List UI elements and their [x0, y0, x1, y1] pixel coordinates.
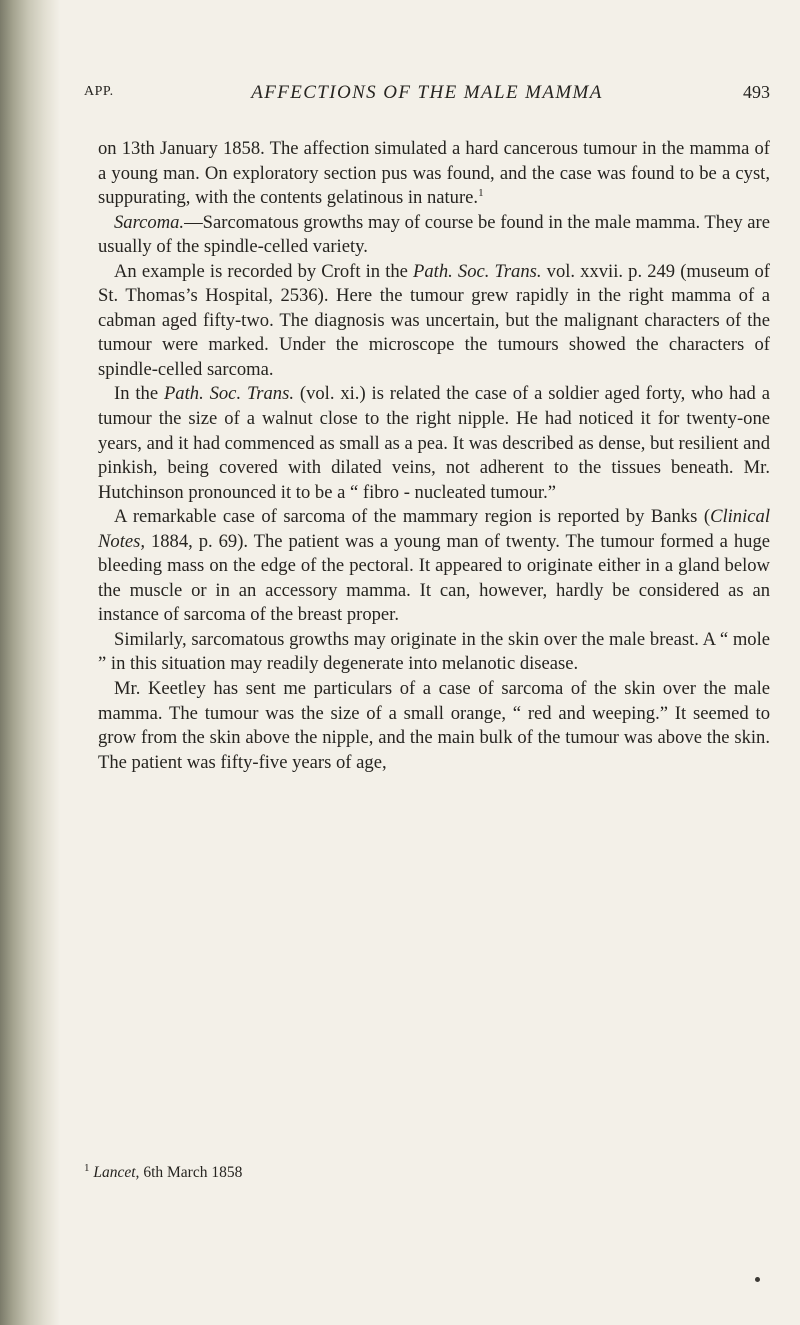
footnote-source: Lancet, — [93, 1164, 140, 1181]
paragraph-text: vol. xxvii. p. 249 (museum of St. Thomas’s Hospital, 2536). Here the tumour grew rapidly in the right mamma of a cabman aged fifty-two. The diagnosis was uncertain, but the malignant characters of the tumour were marked. Under the microscope the tumours showed the characters of spindle-celled sarcoma. — [98, 260, 770, 380]
paragraph-text: (vol. xi.) is related the case of a soldier aged forty, who had a tumour the size of a walnut close to the right nipple. He had noticed it for twenty-one years, and it had commenced as small as a pea. It was described as dense, but resilient and pinkish, being covered with dilated veins, not adherent to the tissues beneath. Mr. Hutchinson pronounced it to be a “ fibro - nucleated tumour.” — [98, 383, 770, 503]
footnote-reference: 1 — [478, 186, 484, 199]
journal-title: Clinical Notes, — [98, 506, 770, 552]
running-head-left: APP. — [84, 84, 114, 99]
paragraph-text: In the — [114, 383, 164, 405]
paragraph-text: 1884, p. 69). The patient was a young man of twenty. The tumour formed a huge bleeding mass on the edge of the pectoral. It appeared to originate either in a gland below the muscle or in an accessory mamma. It can, however, hardly be considered as an instance of sarcoma of the breast proper. — [98, 530, 770, 626]
paragraph-text: on 13th January 1858. The affection simulated a hard cancerous tumour in the mamma of a young man. On exploratory section pus was found, and the case was found to be a cyst, suppurating, with the contents gelatinous in nature. — [98, 138, 770, 209]
paragraph — [98, 260, 770, 383]
page-number: 493 — [743, 82, 770, 102]
paragraph-text: A remarkable case of sarcoma of the mammary region is reported by Banks ( — [114, 506, 711, 528]
paragraph — [98, 677, 770, 775]
paragraph-text: —Sarcomatous growths may of course be found in the male mamma. They are usually of the spindle-celled variety. — [98, 211, 770, 258]
footnote-marker: 1 — [84, 1161, 90, 1174]
journal-title: Path. Soc. Trans. — [163, 383, 294, 405]
paragraph — [98, 382, 770, 505]
page-gutter-shadow — [0, 0, 60, 1325]
section-heading: Sarcoma. — [114, 211, 185, 233]
paragraph — [98, 628, 770, 677]
paragraph-sarcoma — [98, 211, 770, 260]
footnote — [84, 1161, 243, 1182]
body-text — [98, 137, 770, 775]
paragraph-text: Similarly, sarcomatous growths may originate in the skin over the male breast. A “ mole ” in this situation may readily degenerate into melanotic disease. — [98, 628, 770, 675]
print-speck — [755, 1277, 760, 1282]
running-head — [84, 82, 770, 110]
footnote-date: 6th March 1858 — [139, 1164, 243, 1181]
paragraph — [98, 505, 770, 628]
running-head-title: AFFECTIONS OF THE MALE MAMMA — [251, 82, 603, 103]
journal-title: Path. Soc. Trans. — [413, 260, 542, 282]
paragraph-text: An example is recorded by Croft in the — [114, 260, 414, 282]
paragraph — [98, 137, 770, 211]
paragraph-text: Mr. Keetley has sent me particulars of a case of sarcoma of the skin over the male mamma. The tumour was the size of a small orange, “ red and weeping.” It seemed to grow from the skin above the nipple, and the main bulk of the tumour was above the skin. The patient was fifty-five years of age, — [98, 678, 770, 773]
